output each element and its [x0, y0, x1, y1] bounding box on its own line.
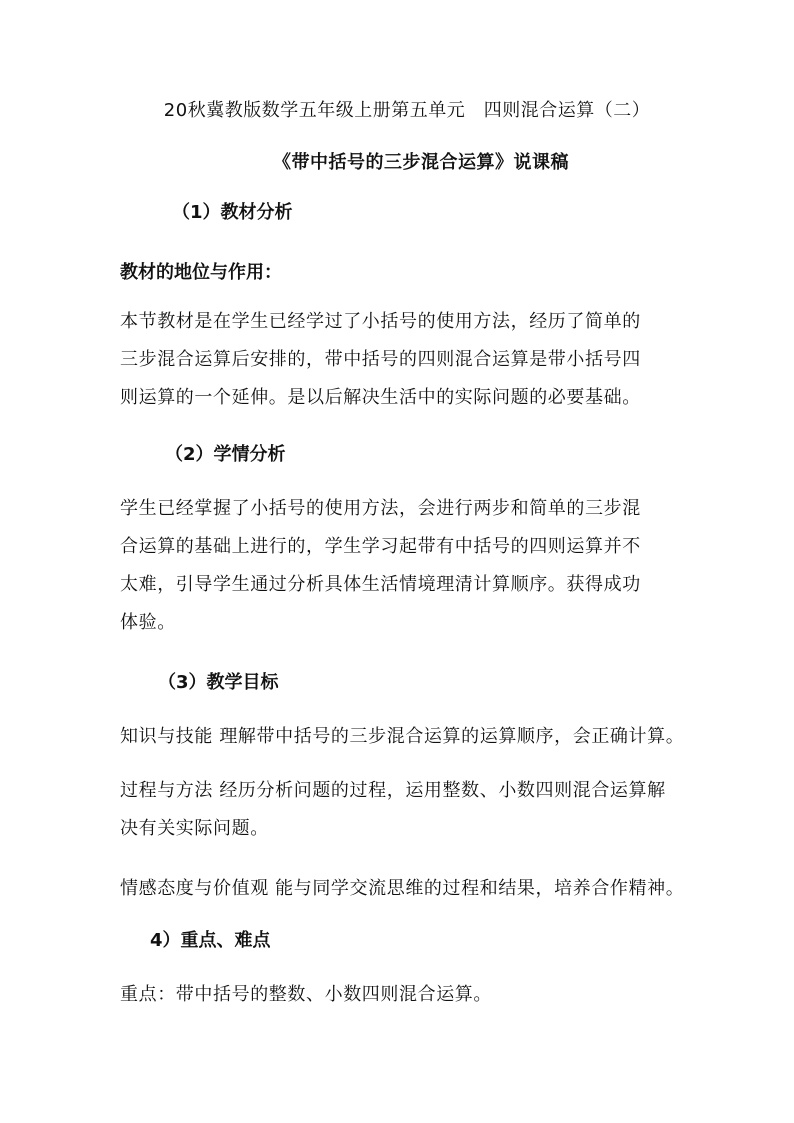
document-subtitle: 《带中括号的三步混合运算》说课稿	[273, 152, 569, 173]
section-heading-textbook-analysis: （1）教材分析	[172, 202, 293, 223]
paragraph-line: 则运算的一个延伸。是以后解决生活中的实际问题的必要基础。	[120, 387, 641, 408]
section-heading-key-points: 4）重点、难点	[150, 930, 271, 951]
paragraph-line: 过程与方法 经历分析问题的过程，运用整数、小数四则混合运算解	[120, 780, 666, 801]
goal-knowledge: 知识与技能 理解带中括号的三步混合运算的运算顺序，会正确计算。	[120, 726, 685, 747]
subheading-position-role: 教材的地位与作用：	[120, 262, 282, 283]
goal-process-paragraph	[120, 772, 680, 848]
paragraph-line: 三步混合运算后安排的，带中括号的四则混合运算是带小括号四	[120, 349, 641, 370]
paragraph-line: 合运算的基础上进行的，学生学习起带有中括号的四则运算并不	[120, 536, 641, 557]
section-heading-learner-analysis: （2）学情分析	[165, 444, 286, 465]
section2-paragraph	[120, 490, 680, 642]
paragraph-line: 本节教材是在学生已经学过了小括号的使用方法，经历了简单的	[120, 311, 641, 332]
section1-paragraph	[120, 303, 680, 417]
goal-emotion: 情感态度与价值观 能与同学交流思维的过程和结果，培养合作精神。	[120, 878, 685, 899]
paragraph-line: 太难，引导学生通过分析具体生活情境理清计算顺序。获得成功	[120, 574, 641, 595]
section-heading-teaching-goals: （3）教学目标	[158, 672, 279, 693]
paragraph-line: 体验。	[120, 612, 176, 633]
document-title: 20秋冀教版数学五年级上册第五单元 四则混合运算（二）	[163, 100, 651, 121]
paragraph-line: 决有关实际问题。	[120, 818, 269, 839]
paragraph-line: 学生已经掌握了小括号的使用方法，会进行两步和简单的三步混	[120, 498, 641, 519]
key-point: 重点：带中括号的整数、小数四则混合运算。	[120, 984, 492, 1005]
